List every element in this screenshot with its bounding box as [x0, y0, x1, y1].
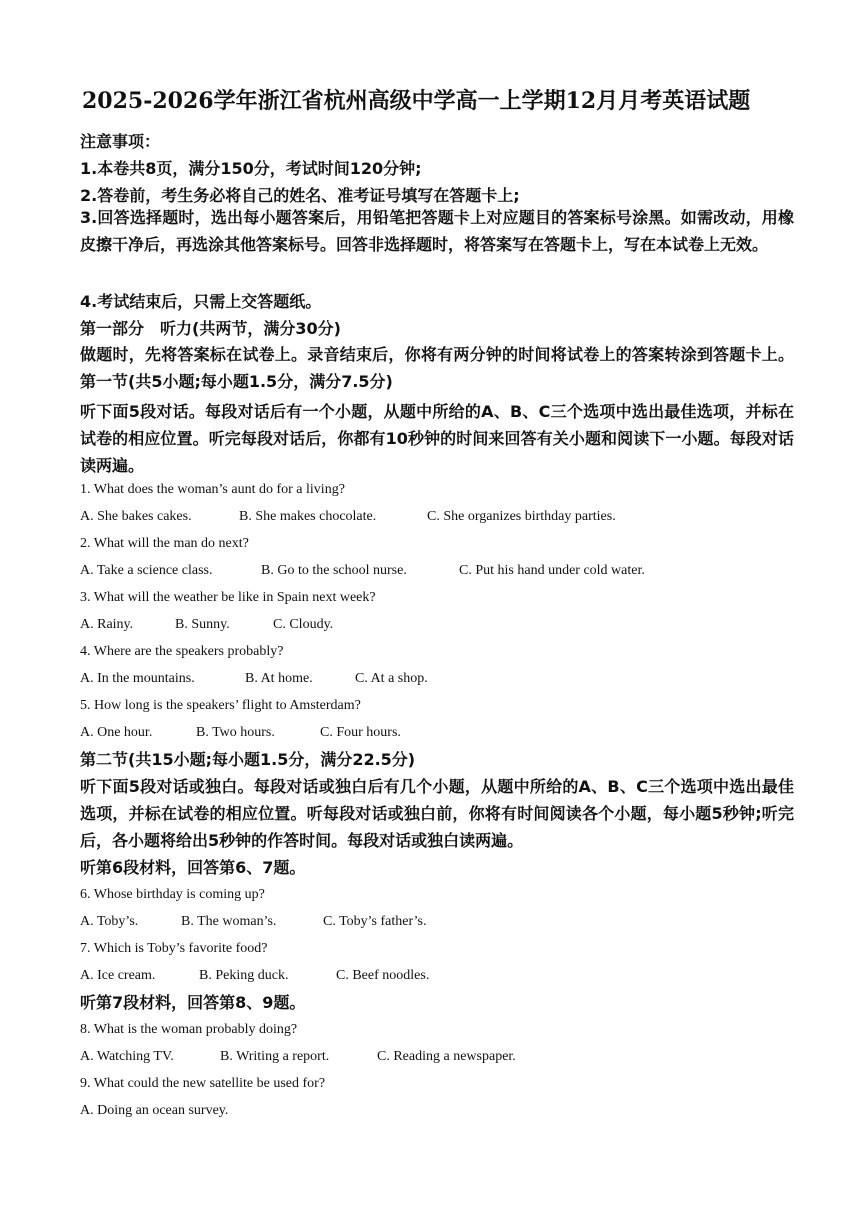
option-2c: C. Put his hand under cold water.	[459, 563, 645, 578]
notice-item-1: 1.本卷共8页，满分150分，考试时间120分钟;	[80, 159, 422, 178]
notice-item-4: 4.考试结束后，只需上交答题纸。	[80, 292, 322, 311]
question-4: 4. Where are the speakers probably?	[80, 644, 284, 659]
material-6-heading: 听第6段材料，回答第6、7题。	[80, 858, 306, 877]
option-6a: A. Toby’s.	[80, 914, 139, 929]
option-8c: C. Reading a newspaper.	[377, 1049, 516, 1064]
option-8b: B. Writing a report.	[220, 1049, 330, 1064]
material-7-heading: 听第7段材料，回答第8、9题。	[80, 993, 306, 1012]
option-3a: A. Rainy.	[80, 617, 134, 632]
part1-instruction: 做题时，先将答案标在试卷上。录音结束后，你将有两分钟的时间将试卷上的答案转涂到答题卡上。第一节(共5小题;每小题1.5分，满分7.5分)	[80, 345, 794, 391]
option-7c: C. Beef noodles.	[336, 968, 430, 983]
question-3: 3. What will the weather be like in Spain next week?	[80, 590, 376, 605]
notice-heading: 注意事项：	[80, 132, 161, 151]
option-1a: A. She bakes cakes.	[80, 509, 192, 524]
question-7: 7. Which is Toby’s favorite food?	[80, 941, 268, 956]
option-4a: A. In the mountains.	[80, 671, 195, 686]
question-1: 1. What does the woman’s aunt do for a living?	[80, 482, 345, 497]
option-8a: A. Watching TV.	[80, 1049, 174, 1064]
option-7a: A. Ice cream.	[80, 968, 156, 983]
section2-instruction: 听下面5段对话或独白。每段对话或独白后有几个小题，从题中所给的A、B、C三个选项中选出最佳选项，并标在试卷的相应位置。听每段对话或独白前，你将有时间阅读各个小题，每小题5秒钟;听完后，各小题将给出5秒钟的作答时间。每段对话或独白读两遍。	[80, 777, 794, 850]
option-2b: B. Go to the school nurse.	[261, 563, 407, 578]
section2-heading: 第二节(共15小题;每小题1.5分，满分22.5分)	[80, 750, 416, 769]
option-7b: B. Peking duck.	[199, 968, 289, 983]
option-9a: A. Doing an ocean survey.	[80, 1103, 229, 1118]
option-3b: B. Sunny.	[175, 617, 230, 632]
section1-instruction: 听下面5段对话。每段对话后有一个小题，从题中所给的A、B、C三个选项中选出最佳选项，并标在试卷的相应位置。听完每段对话后，你都有10秒钟的时间来回答有关小题和阅读下一小题。每段对话读两遍。	[80, 402, 794, 475]
question-2: 2. What will the man do next?	[80, 536, 249, 551]
notice-item-3: 3.回答选择题时，选出每小题答案后，用铅笔把答题卡上对应题目的答案标号涂黑。如需改动，用橡皮擦干净后，再选涂其他答案标号。回答非选择题时，将答案写在答题卡上，写在本试卷上无效。	[80, 208, 794, 254]
question-5: 5. How long is the speakers’ flight to Amsterdam?	[80, 698, 361, 713]
option-2a: A. Take a science class.	[80, 563, 213, 578]
option-5b: B. Two hours.	[196, 725, 275, 740]
option-4b: B. At home.	[245, 671, 313, 686]
option-3c: C. Cloudy.	[273, 617, 334, 632]
option-6b: B. The woman’s.	[181, 914, 277, 929]
question-6: 6. Whose birthday is coming up?	[80, 887, 265, 902]
notice-item-2: 2.答卷前，考生务必将自己的姓名、准考证号填写在答题卡上;	[80, 186, 520, 205]
option-4c: C. At a shop.	[355, 671, 428, 686]
option-1b: B. She makes chocolate.	[239, 509, 377, 524]
option-6c: C. Toby’s father’s.	[323, 914, 427, 929]
option-1c: C. She organizes birthday parties.	[427, 509, 616, 524]
part1-heading: 第一部分 听力(共两节，满分30分)	[80, 319, 341, 338]
question-8: 8. What is the woman probably doing?	[80, 1022, 298, 1037]
exam-title: 2025-2026学年浙江省杭州高级中学高一上学期12月月考英语试题	[82, 88, 751, 114]
option-5c: C. Four hours.	[320, 725, 401, 740]
option-5a: A. One hour.	[80, 725, 153, 740]
question-9: 9. What could the new satellite be used for?	[80, 1076, 326, 1091]
